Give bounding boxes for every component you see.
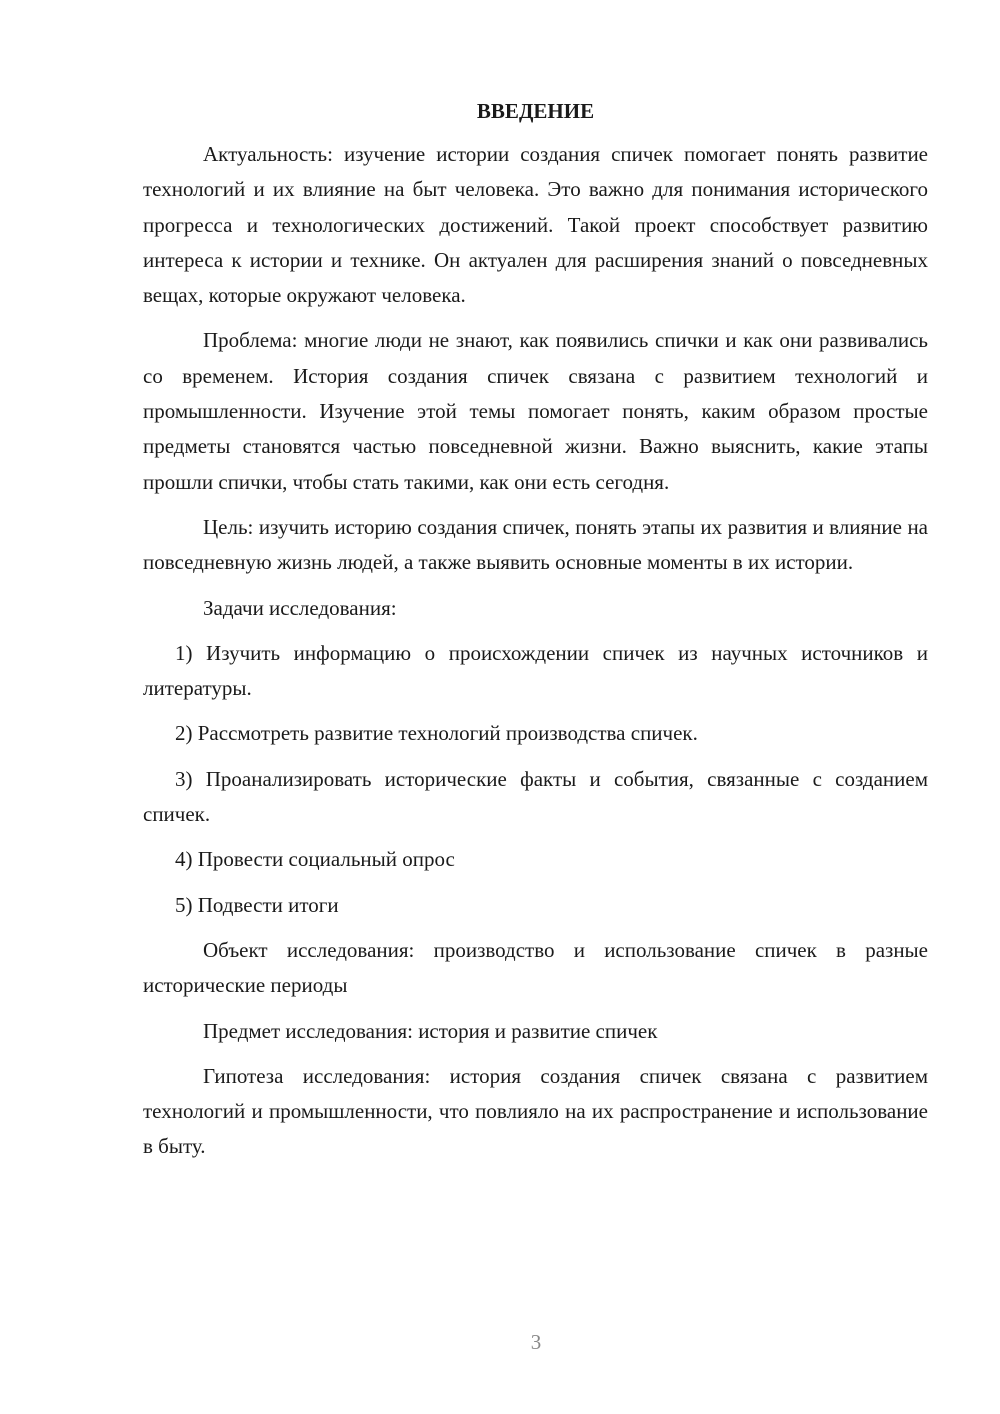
task-item-1: 1) Изучить информацию о происхождении спичек из научных источников и литературы. [143, 640, 928, 701]
paragraph-hypothesis: Гипотеза исследования: история создания спичек связана с развитием технологий и промышленности, что повлияло на их распространение и использование в быту. [143, 1063, 928, 1159]
task-item-3: 3) Проанализировать исторические факты и события, связанные с созданием спичек. [143, 766, 928, 827]
tasks-heading: Задачи исследования: [203, 595, 397, 620]
paragraph-goal: Цель: изучить историю создания спичек, понять этапы их развития и влияние на повседневную жизнь людей, а также выявить основные моменты в их истории. [143, 514, 928, 575]
page-number: 3 [530, 1330, 542, 1354]
task-item-2: 2) Рассмотреть развитие технологий производства спичек. [175, 721, 698, 746]
document-page [143, 95, 928, 1175]
paragraph-object: Объект исследования: производство и использование спичек в разные исторические периоды [143, 937, 928, 998]
task-item-4: 4) Провести социальный опрос [175, 847, 455, 872]
section-title: ВВЕДЕНИЕ [476, 99, 595, 123]
paragraph-relevance: Актуальность: изучение истории создания спичек помогает понять развитие технологий и их влияние на быт человека. Это важно для понимания исторического прогресса и технологических достижений. Такой проект способствует развитию интереса к истории и технике. Он актуален для расширения знаний о повседневных вещах, которые окружают человека. [143, 142, 928, 308]
paragraph-problem: Проблема: многие люди не знают, как появились спички и как они развивались со временем. История создания спичек связана с развитием технологий и промышленности. Изучение этой темы помогает понять, каким образом простые предметы становятся частью повседневной жизни. Важно выяснить, какие этапы прошли спички, чтобы стать такими, как они есть сегодня. [143, 328, 928, 494]
task-item-5: 5) Подвести итоги [175, 892, 339, 917]
paragraph-subject: Предмет исследования: история и развитие спичек [203, 1018, 658, 1043]
